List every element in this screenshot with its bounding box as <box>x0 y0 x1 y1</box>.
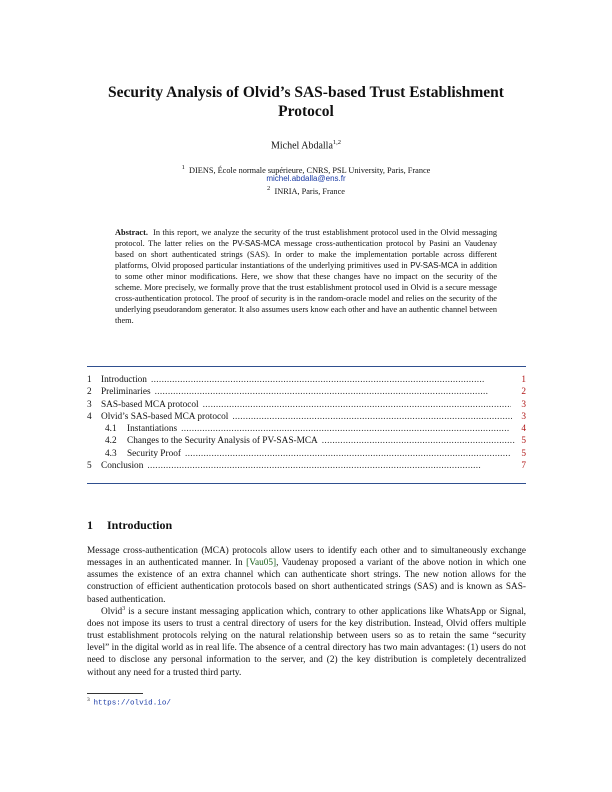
abstract-label: Abstract. <box>115 228 148 237</box>
toc-entry-page: 2 <box>521 387 526 398</box>
toc-leader-dots <box>203 399 511 411</box>
toc-entry-label: SAS-based MCA protocol <box>101 399 199 410</box>
footnote-url[interactable]: https://olvid.io/ <box>93 699 171 708</box>
toc-entry[interactable] <box>87 399 526 411</box>
footnote-mark[interactable]: 3 <box>122 605 126 612</box>
table-of-contents <box>87 374 526 472</box>
author-line <box>0 139 612 151</box>
author-name: Michel Abdalla <box>270 140 333 152</box>
toc-top-rule <box>87 366 526 367</box>
toc-subentry[interactable] <box>87 448 526 460</box>
toc-entry-number: 4 <box>87 411 92 422</box>
toc-entry-number: 3 <box>87 399 92 410</box>
paragraph-text: is a secure instant messaging application which, contrary to other applications like WhatsApp or Signal, does not impose its users to trust a central directory of users for the key distribution. Instead, Olvid offers multiple trust establishment protocols relying on the natural relationship between users so as to retain the same “security level” in the digital world as in real life. The absence of a central directory has two main advantages: (1) users do not need to disclose any personal information to the server, and (2) the key distribution is completely decentralized without any need for a trusted third party. <box>87 606 526 678</box>
affiliation-2-text: INRIA, Paris, France <box>274 186 345 196</box>
affiliation-1-text: DIENS, École normale supérieure, CNRS, PSL University, Paris, France <box>189 165 431 175</box>
body-text <box>87 545 526 679</box>
toc-entry-label: Security Proof <box>127 448 181 459</box>
section-title: Introduction <box>107 518 173 532</box>
toc-entry-page: 1 <box>521 375 526 385</box>
affiliation-2-mark: 2 <box>267 185 271 192</box>
toc-leader-dots <box>322 435 515 447</box>
affiliation-1-mark: 1 <box>181 164 185 171</box>
toc-entry-page: 7 <box>521 461 526 472</box>
toc-entry-label: Conclusion <box>101 461 144 472</box>
toc-entry-label: Changes to the Security Analysis of PV-SAS-MCA <box>127 436 318 447</box>
toc-entry-label: Instantiations <box>127 424 178 435</box>
toc-entry-label: Olvid’s SAS-based MCA protocol <box>101 411 229 422</box>
toc-entry-page: 3 <box>521 399 526 410</box>
footnote-number: 3 <box>87 697 90 703</box>
paragraph-text: , Vaudenay proposed a variant of the above notion in which one assumes the existence of an extra channel which can authenticate short strings. The new notion allows for the construction of efficient authentication protocols based on short authenticated strings (SAS) and is known as SAS-based authentication. <box>87 558 526 605</box>
toc-entry-page: 4 <box>521 424 526 435</box>
footnote-rule <box>87 693 143 694</box>
paragraph-text: Message cross-authentication (MCA) protocols allow users to identify each other and to simultaneously exchange messages in an authenticated manner. In <box>87 546 526 569</box>
toc-entry-page: 5 <box>521 436 526 447</box>
abstract-text-1: In this report, we analyze the security of the trust establishment protocol used in the Olvid messaging protocol. The latter relies on the <box>115 228 497 249</box>
toc-entry-number: 4.1 <box>105 424 117 435</box>
paragraph <box>87 545 526 606</box>
abstract <box>115 227 497 326</box>
abstract-text-2: message cross-authentication protocol by Pasini an Vaudenay based on short authenticated strings (SAS). In order to make the implementation portable across different platforms, Olvid proposed particular instantiations of the underlying primitives used in <box>115 239 497 271</box>
toc-bottom-rule <box>87 483 526 484</box>
toc-entry-number: 4.2 <box>105 436 117 447</box>
section-heading <box>87 518 172 533</box>
toc-entry-number: 2 <box>87 387 92 398</box>
toc-entry-page: 3 <box>521 411 526 422</box>
toc-entry[interactable] <box>87 386 526 398</box>
paper-title: Security Analysis of Olvid’s SAS-based Trust Establishment Protocol <box>108 84 504 120</box>
toc-entry[interactable] <box>87 411 526 423</box>
section-number: 1 <box>87 518 93 532</box>
toc-entry-number: 5 <box>87 461 92 472</box>
paragraph <box>87 606 526 679</box>
paragraph-lead: Olvid <box>101 606 123 617</box>
abstract-term-2: PV-SAS-MCA <box>410 261 459 271</box>
toc-entry[interactable] <box>87 460 526 472</box>
toc-subentry[interactable] <box>87 435 526 447</box>
abstract-term-1: PV-SAS-MCA <box>232 239 281 249</box>
toc-leader-dots <box>147 460 510 472</box>
toc-entry-page: 5 <box>521 448 526 459</box>
toc-entry-label: Preliminaries <box>101 387 151 398</box>
toc-subentry[interactable] <box>87 423 526 435</box>
toc-leader-dots <box>151 374 510 386</box>
abstract-text-3: in addition to some other minor modifications. Here, we show that these changes have no impact on the security of the scheme. More precisely, we formally prove that the trust establishment protocol used in Olvid is a secure message cross-authentication protocol. The proof of security is in the random-oracle model and relies on the security of the underlying pseudorandom generator. It also assumes users know each other and have an authentic channel between them. <box>115 261 497 326</box>
toc-leader-dots <box>185 448 510 460</box>
toc-leader-dots <box>232 411 512 423</box>
author-email[interactable]: michel.abdalla@ens.fr <box>266 174 346 183</box>
toc-entry-number: 1 <box>87 375 92 385</box>
citation-link[interactable]: [Vau05] <box>246 558 277 569</box>
toc-leader-dots <box>181 423 510 435</box>
author-marks: 1,2 <box>332 139 342 146</box>
footnote <box>87 697 171 708</box>
toc-leader-dots <box>155 386 510 398</box>
affiliation-2 <box>0 183 612 197</box>
toc-entry-label: Introduction <box>101 375 147 385</box>
toc-entry[interactable] <box>87 374 526 386</box>
toc-entry-number: 4.3 <box>105 448 117 459</box>
